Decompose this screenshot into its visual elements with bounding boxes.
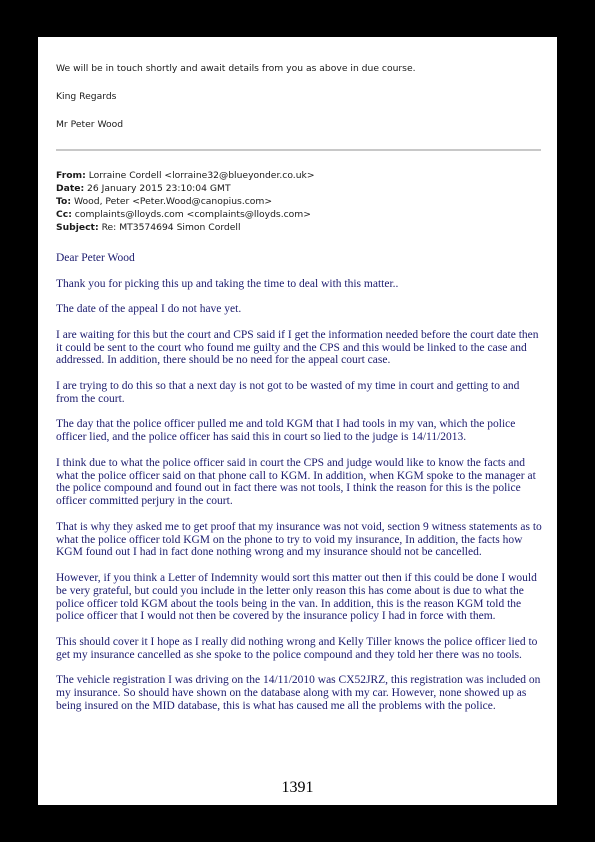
paragraph: The vehicle registration I was driving on the 14/11/2010 was CX52JRZ, this registration was included on my insurance. So should have shown on the database along with my car. However, none showed up as being insured on the MID database, this is what has caused me all the problems with the police. — [56, 674, 541, 712]
subject-row — [56, 221, 546, 234]
page-number: 1391 — [281, 779, 314, 796]
from-value: Lorraine Cordell <lorraine32@blueyonder.co.uk> — [88, 170, 315, 181]
paragraph: That is why they asked me to get proof that my insurance was not void, section 9 witness statements as to what the police officer told KGM on the phone to try to void my insurance, In addition, the facts how KGM found out I had in fact done nothing wrong and my insurance should not be cancelled. — [56, 520, 542, 559]
date-value: 26 January 2015 23:10:04 GMT — [87, 183, 231, 194]
document-page — [38, 37, 557, 805]
paragraph: However, if you think a Letter of Indemnity would sort this matter out then if this could be done I would be very grateful, but could you include in the letter only reason this has come about is due to what the police officer told KGM about the tools being in the van. In addition, this is the reason KGM told the police officer that I would not then be covered by the insurance policy I had in force with them. — [56, 571, 537, 623]
greeting: Dear Peter Wood — [56, 252, 135, 264]
paragraph: I are waiting for this but the court and CPS said if I get the information needed before the court date then it could be sent to the court who found me guilty and the CPS and this would be linked to the case and addressed. In addition, there should be no need for the appeal court case. — [56, 328, 539, 367]
reply-signature: Mr Peter Wood — [56, 119, 124, 130]
cc-value: complaints@lloyds.com <complaints@lloyds.com> — [74, 209, 311, 220]
to-row — [56, 195, 546, 208]
cc-row — [56, 208, 546, 221]
email-header — [56, 169, 546, 234]
cc-label: Cc: — [56, 209, 72, 220]
paragraph: I think due to what the police officer said in court the CPS and judge would like to know the facts and what the police officer said on that phone call to KGM. In addition, when KGM spoke to the manager at the police compound and found out in fact there was not tools, I think the reason for this is the police officer committed perjury in the court. — [56, 456, 536, 508]
from-row — [56, 169, 546, 182]
paragraph: I are trying to do this so that a next day is not got to be wasted of my time in court and getting to and from the court. — [56, 379, 520, 405]
paragraph: This should cover it I hope as I really did nothing wrong and Kelly Tiller knows the police officer lied to get my insurance cancelled as she spoke to the police compound and they told her there was no tools. — [56, 635, 538, 661]
from-label: From: — [56, 170, 86, 181]
reply-line: We will be in touch shortly and await details from you as above in due course. — [56, 63, 416, 74]
subject-value: Re: MT3574694 Simon Cordell — [101, 222, 241, 233]
to-label: To: — [56, 196, 72, 207]
paragraph: The day that the police officer pulled me and told KGM that I had tools in my van, which the police officer lied, and the police officer has said this in court so lied to the judge is 14/11/2013. — [56, 418, 516, 444]
date-label: Date: — [56, 183, 85, 194]
separator-line — [56, 149, 541, 151]
date-row — [56, 182, 546, 195]
subject-label: Subject: — [56, 222, 99, 233]
email-body — [56, 252, 542, 725]
reply-closing: King Regards — [56, 91, 117, 102]
to-value: Wood, Peter <Peter.Wood@canopius.com> — [73, 196, 273, 207]
paragraph: Thank you for picking this up and taking the time to deal with this matter.. — [56, 277, 399, 290]
paragraph: The date of the appeal I do not have yet. — [56, 303, 242, 316]
